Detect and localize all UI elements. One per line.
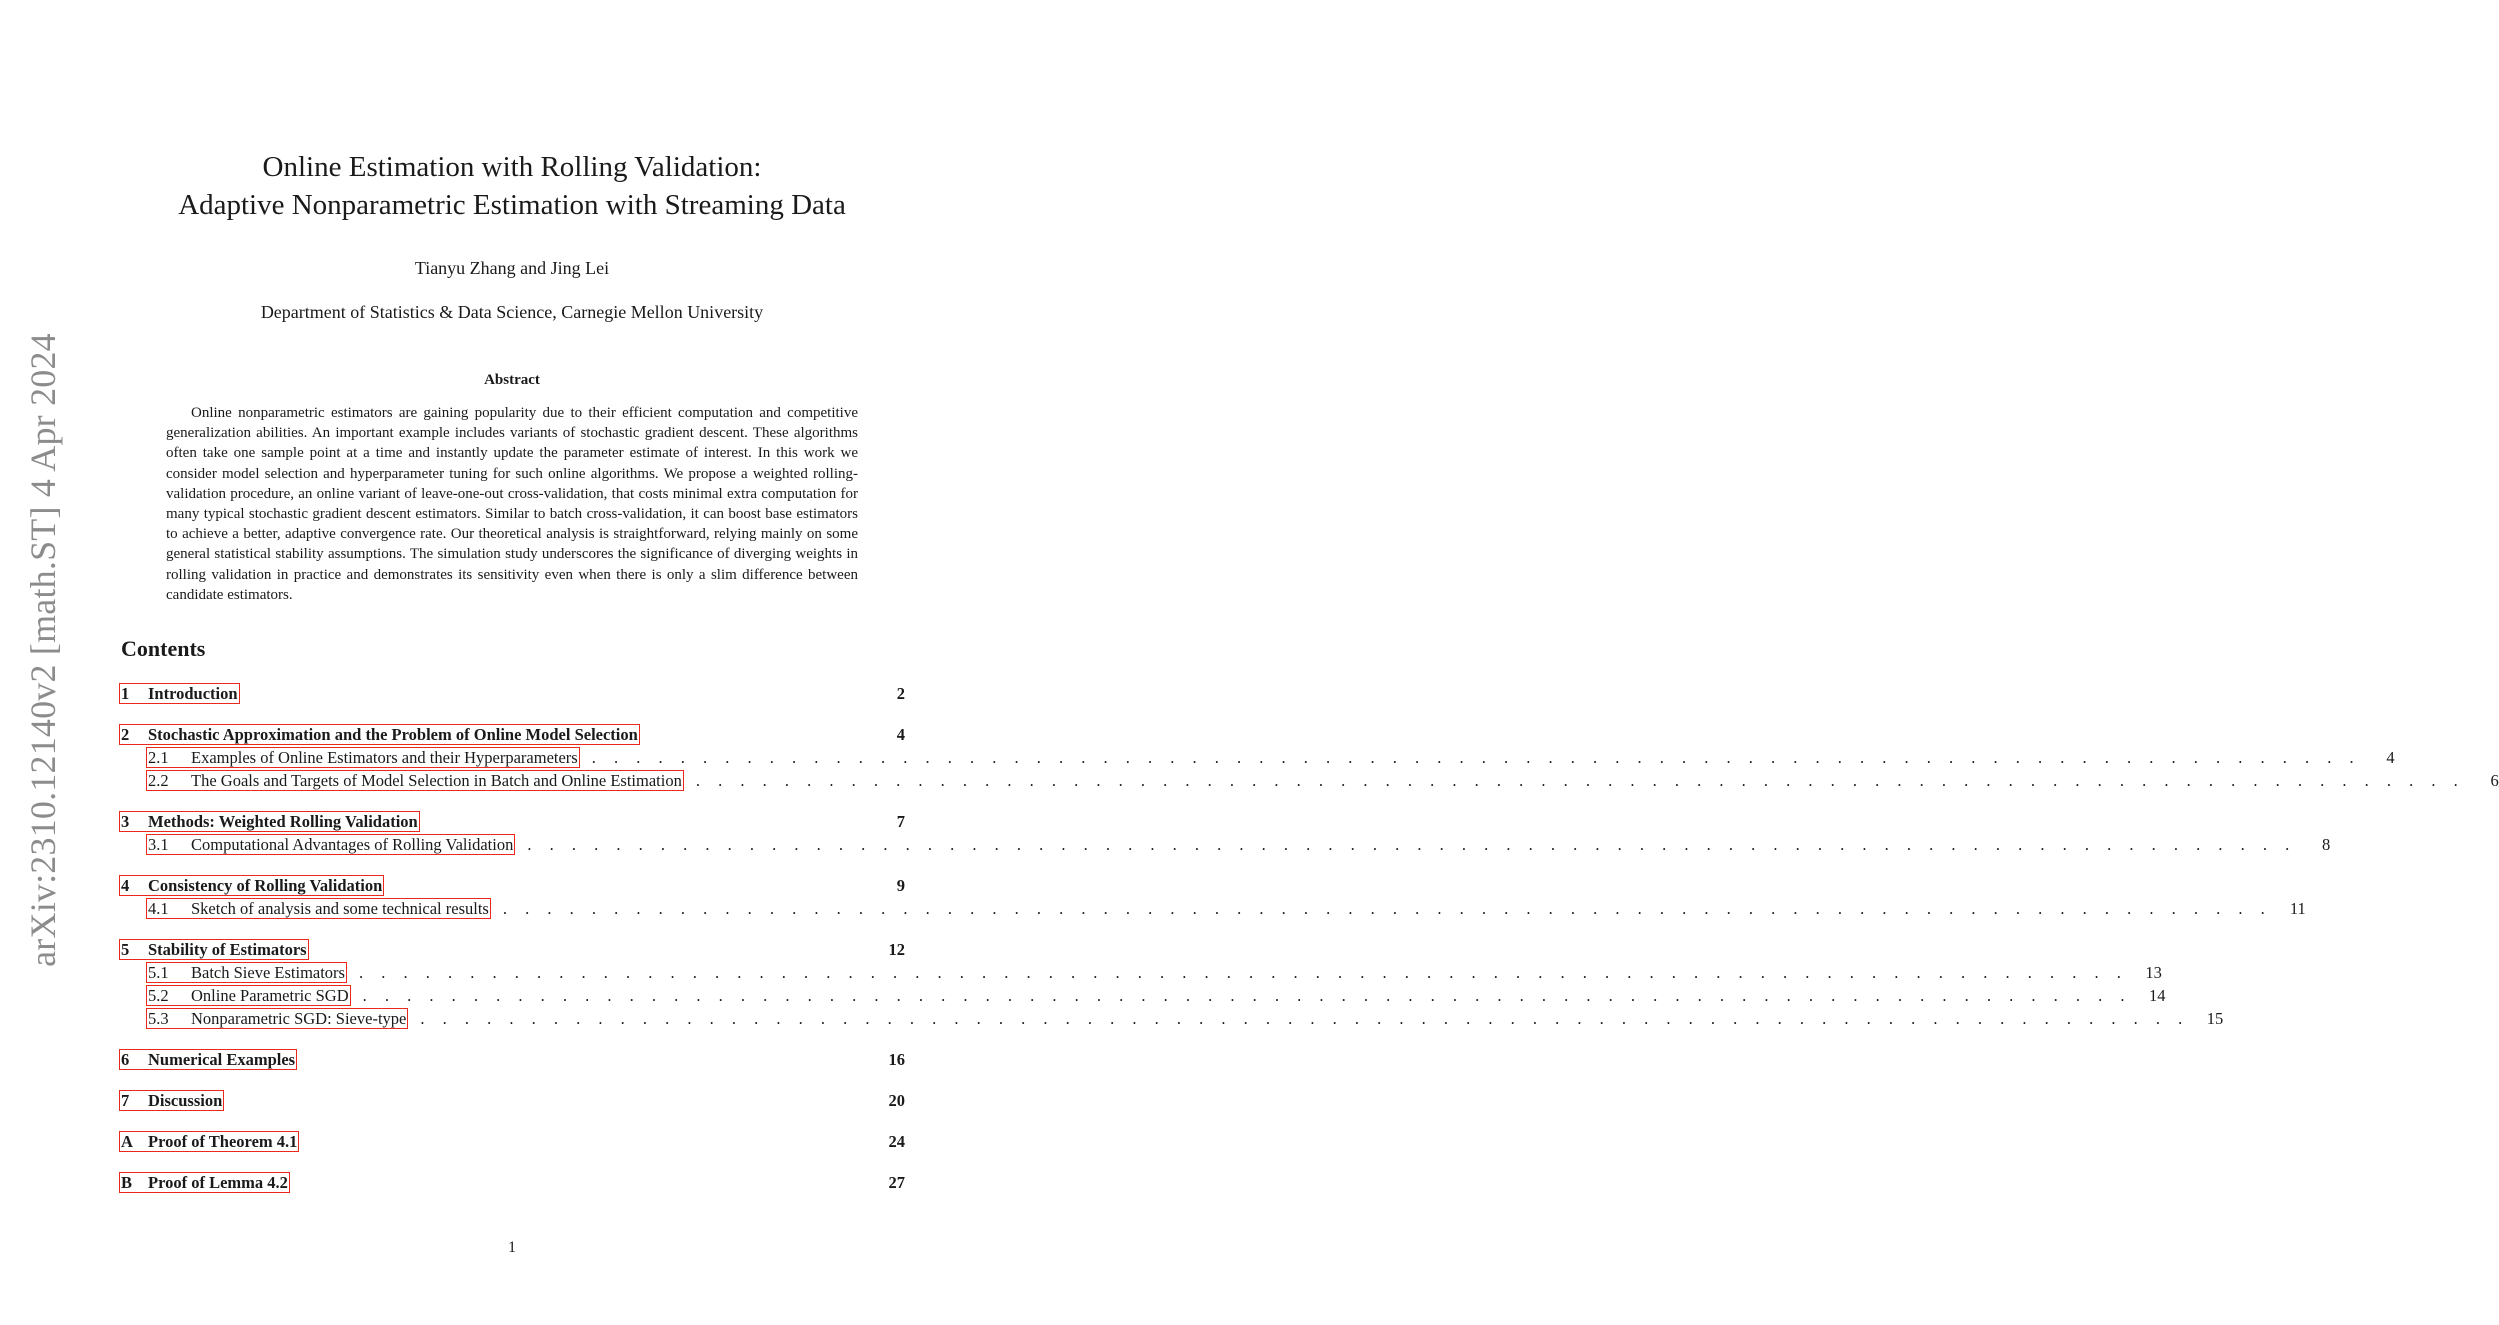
toc-link[interactable]: [119, 1172, 290, 1193]
toc-page-number: 2: [896, 684, 905, 703]
toc-leader-dots: . . . . . . . . . . . . . . . . . . . . . . . . . . . . . . . . . . . . . . . . . . . . . . . . . . . . . . . . . . . . . . . . . . . . . . . . . . . . . . . .: [420, 1009, 2190, 1028]
toc-subsection-number: 2.2: [148, 771, 169, 790]
toc-subsection-title: Sketch of analysis and some technical results: [191, 899, 489, 918]
toc-link[interactable]: [146, 1008, 408, 1029]
toc-page-number: 8: [2321, 835, 2331, 854]
toc-entry: [119, 1131, 905, 1154]
toc-section-title: Proof of Lemma 4.2: [148, 1173, 288, 1192]
toc-subentry: [119, 834, 2331, 857]
toc-section: [119, 1131, 905, 1154]
toc-subsection-title: Batch Sieve Estimators: [191, 963, 345, 982]
toc-subsection-number: 5.2: [148, 986, 169, 1005]
toc-link[interactable]: [119, 939, 309, 960]
title-line-1: Online Estimation with Rolling Validation:: [262, 151, 762, 183]
toc-entry: [119, 811, 905, 834]
toc-subsection-title: The Goals and Targets of Model Selection in Batch and Online Estimation: [191, 771, 682, 790]
toc-section: [119, 1049, 905, 1072]
table-of-contents: [119, 683, 2499, 1213]
abstract-text: Online nonparametric estimators are gaining popularity due to their efficient computation and competitive generalization abilities. An important example includes variants of stochastic gradient descent. These algorithms often take one sample point at a time and instantly update the parameter estimate of interest. In this work we consider model selection and hyperparameter tuning for such online algorithms. We propose a weighted rolling-validation procedure, an online variant of leave-one-out cross-validation, that costs minimal extra computation for many typical stochastic gradient descent estimators. Similar to batch cross-validation, it can boost base estimators to achieve a better, adaptive convergence rate. Our theoretical analysis is straightforward, relying mainly on some general statistical stability assumptions. The simulation study underscores the significance of diverging weights in rolling validation in practice and demonstrates its sensitivity even when there is only a slim difference between candidate estimators.: [166, 405, 858, 603]
paper-title: [0, 148, 1024, 224]
toc-section: [119, 1172, 905, 1195]
toc-page-number: 16: [888, 1050, 905, 1069]
toc-subsection-title: Nonparametric SGD: Sieve-type: [191, 1009, 407, 1028]
toc-entry: [119, 724, 905, 747]
toc-page-number: 4: [2386, 748, 2395, 767]
toc-subentry: [119, 770, 2499, 793]
toc-section-number: 5: [121, 940, 130, 959]
toc-section-title: Methods: Weighted Rolling Validation: [148, 812, 418, 831]
toc-link[interactable]: [119, 724, 640, 745]
toc-section-number: 7: [121, 1091, 130, 1110]
toc-page-number: 11: [2289, 899, 2306, 918]
toc-section: [119, 811, 2331, 857]
toc-section-number: 4: [121, 876, 130, 895]
abstract-heading: Abstract: [484, 372, 540, 388]
toc-link[interactable]: [146, 770, 684, 791]
toc-link[interactable]: [146, 962, 347, 983]
toc-link[interactable]: [146, 834, 515, 855]
contents-heading: Contents: [121, 636, 206, 661]
toc-link[interactable]: [119, 1131, 299, 1152]
toc-section: [119, 724, 2499, 793]
toc-subsection-title: Examples of Online Estimators and their Hyperparameters: [191, 748, 578, 767]
toc-link[interactable]: [146, 898, 491, 919]
toc-section: [119, 1090, 905, 1113]
toc-section-number: 3: [121, 812, 130, 831]
toc-subsection-number: 4.1: [148, 899, 169, 918]
toc-page-number: 6: [2490, 771, 2499, 790]
toc-entry: [119, 939, 905, 962]
toc-section-number: A: [121, 1132, 133, 1151]
toc-section-title: Numerical Examples: [148, 1050, 296, 1069]
toc-section-number: 1: [121, 684, 130, 703]
toc-entry: [119, 1090, 905, 1113]
toc-subentry: [119, 898, 2306, 921]
toc-section-title: Introduction: [148, 684, 238, 703]
toc-page-number: 9: [896, 876, 905, 895]
toc-section: [119, 875, 2306, 921]
toc-link[interactable]: [146, 985, 351, 1006]
toc-entry: [119, 875, 905, 898]
toc-page-number: 14: [2149, 986, 2166, 1005]
toc-section: [119, 939, 2224, 1031]
toc-subsection-title: Online Parametric SGD: [191, 986, 349, 1005]
toc-link[interactable]: [119, 1049, 297, 1070]
toc-section-title: Proof of Theorem 4.1: [148, 1132, 298, 1151]
toc-leader-dots: . . . . . . . . . . . . . . . . . . . . . . . . . . . . . . . . . . . . . . . . . . . . . . . . . . . . . . . . . . . . . . . . . . . . . . . . . . . . . . . .: [527, 835, 2297, 854]
toc-subentry: [119, 747, 2395, 770]
toc-entry: [119, 1049, 905, 1072]
toc-section-title: Stochastic Approximation and the Problem of Online Model Selection: [148, 725, 638, 744]
toc-entry: [119, 683, 905, 706]
toc-link[interactable]: [119, 1090, 224, 1111]
toc-section-title: Consistency of Rolling Validation: [148, 876, 383, 895]
toc-subentry: [119, 962, 2162, 985]
toc-leader-dots: . . . . . . . . . . . . . . . . . . . . . . . . . . . . . . . . . . . . . . . . . . . . . . . . . . . . . . . . . . . . . . . . . . . . . . . . . . . . . . . .: [358, 963, 2128, 982]
toc-page-number: 13: [2145, 963, 2162, 982]
toc-subsection-number: 5.3: [148, 1009, 169, 1028]
toc-link[interactable]: [119, 683, 240, 704]
title-line-2: Adaptive Nonparametric Estimation with Streaming Data: [178, 189, 846, 221]
toc-section-number: 6: [121, 1050, 130, 1069]
toc-link[interactable]: [119, 811, 420, 832]
toc-page-number: 15: [2206, 1009, 2224, 1028]
toc-section-title: Discussion: [148, 1091, 223, 1110]
toc-subsection-title: Computational Advantages of Rolling Validation: [191, 835, 514, 854]
affiliation: Department of Statistics & Data Science, Carnegie Mellon University: [260, 302, 764, 322]
toc-section: [119, 683, 905, 706]
toc-link[interactable]: [146, 747, 580, 768]
toc-subentry: [119, 985, 2166, 1008]
toc-page-number: 27: [888, 1173, 905, 1192]
toc-page-number: 12: [888, 940, 905, 959]
toc-link[interactable]: [119, 875, 384, 896]
toc-page-number: 7: [896, 812, 905, 831]
toc-leader-dots: . . . . . . . . . . . . . . . . . . . . . . . . . . . . . . . . . . . . . . . . . . . . . . . . . . . . . . . . . . . . . . . . . . . . . . . . . . . . . . . .: [502, 899, 2272, 918]
arxiv-stamp: [18, 333, 68, 967]
toc-subentry: [119, 1008, 2224, 1031]
toc-section-title: Stability of Estimators: [148, 940, 307, 959]
page-number: 1: [508, 1239, 516, 1256]
toc-leader-dots: . . . . . . . . . . . . . . . . . . . . . . . . . . . . . . . . . . . . . . . . . . . . . . . . . . . . . . . . . . . . . . . . . . . . . . . . . . . . . . . .: [695, 771, 2465, 790]
toc-leader-dots: . . . . . . . . . . . . . . . . . . . . . . . . . . . . . . . . . . . . . . . . . . . . . . . . . . . . . . . . . . . . . . . . . . . . . . . . . . . . . . . .: [362, 986, 2132, 1005]
arxiv-stamp-text: arXiv:2310.12140v2 [math.ST] 4 Apr 2024: [23, 333, 63, 967]
toc-page-number: 20: [888, 1091, 905, 1110]
toc-subsection-number: 5.1: [148, 963, 169, 982]
authors: Tianyu Zhang and Jing Lei: [414, 258, 610, 278]
toc-section-number: 2: [121, 725, 130, 744]
toc-leader-dots: . . . . . . . . . . . . . . . . . . . . . . . . . . . . . . . . . . . . . . . . . . . . . . . . . . . . . . . . . . . . . . . . . . . . . . . . . . . . . . . .: [591, 748, 2361, 767]
toc-page-number: 4: [896, 725, 905, 744]
toc-section-number: B: [121, 1173, 133, 1192]
toc-subsection-number: 2.1: [148, 748, 169, 767]
toc-page-number: 24: [888, 1132, 905, 1151]
toc-entry: [119, 1172, 905, 1195]
toc-subsection-number: 3.1: [148, 835, 169, 854]
